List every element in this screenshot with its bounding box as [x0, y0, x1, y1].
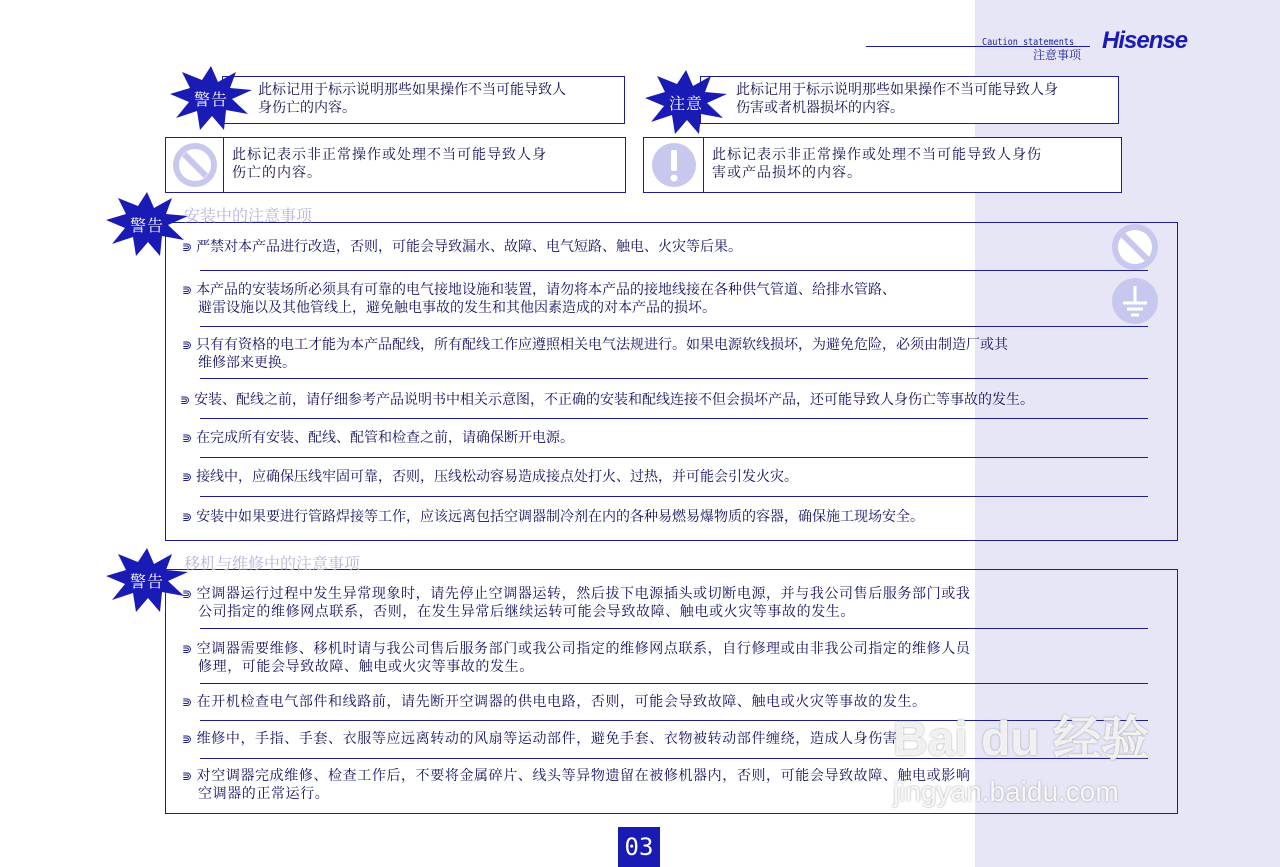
divider	[200, 418, 1148, 419]
bullet-arrow-icon: ⋑	[182, 510, 193, 524]
bullet-arrow-icon: ⋑	[182, 240, 193, 254]
maintenance-item-3: ⋑ 在开机检查电气部件和线路前，请先断开空调器的供电电路，否则，可能会导致故障、触电或火灾等事故的发生。	[182, 694, 927, 710]
maintenance-item-1: ⋑ 空调器运行过程中发生异常现象时，请先停止空调器运转，然后拔下电源插头或切断电源，并与我公司售后服务部门或我 公司指定的维修网点联系，否则，在发生异常后继续运转可能会导致故障、触电或火灾等事故的发生。	[182, 586, 971, 620]
bullet-arrow-icon: ⋑	[182, 283, 193, 297]
warning-badge-label: 警告	[193, 89, 228, 109]
mandatory-icon-cell	[644, 138, 704, 192]
maintenance-item-2: ⋑ 空调器需要维修、移机时请与我公司售后服务部门或我公司指定的维修网点联系，自行修理或由非我公司指定的维修人员 修理，可能会导致故障、触电或火灾等事故的发生。	[182, 641, 971, 675]
maintenance-section-title: 移机与维修中的注意事项	[184, 554, 361, 573]
bullet-arrow-icon: ⋑	[182, 732, 193, 746]
caution-badge-label: 注意	[668, 93, 703, 113]
hisense-logo: Hisense	[1102, 27, 1188, 54]
divider	[200, 457, 1148, 458]
caution-statements-zh: 注意事项	[1033, 48, 1082, 62]
legend-warning-text: 此标记用于标示说明那些如果操作不当可能导致人 身伤亡的内容。	[258, 82, 566, 116]
install-item-4: ⋑ 安装、配线之前，请仔细参考产品说明书中相关示意图，不正确的安装和配线连接不但会损坏产品，还可能导致人身伤亡等事故的发生。	[180, 392, 1035, 408]
baidu-watermark: Bai du 经验	[893, 713, 1150, 766]
maintenance-item-4: ⋑ 维修中，手指、手套、衣服等应远离转动的风扇等运动部件，避免手套、衣物被转动部件缠绕，造成人身伤害。	[182, 731, 913, 747]
install-item-7: ⋑ 安装中如果要进行管路焊接等工作，应该远离包括空调器制冷剂在内的各种易燃易爆物质的容器，确保施工现场安全。	[182, 509, 925, 525]
maintenance-badge-label: 警告	[129, 571, 164, 591]
caution-starburst	[645, 70, 727, 134]
bullet-arrow-icon: ⋑	[182, 470, 193, 484]
legend-caution-text: 此标记用于标示说明那些如果操作不当可能导致人身 伤害或者机器损坏的内容。	[736, 82, 1058, 116]
baidu-watermark-url: jingyan.baidu.com	[893, 776, 1119, 807]
divider	[200, 628, 1148, 629]
install-badge-label: 警告	[129, 215, 164, 235]
divider	[200, 326, 1148, 327]
warning-starburst	[170, 66, 252, 130]
divider	[200, 378, 1148, 379]
install-item-2: ⋑ 本产品的安装场所必须具有可靠的电气接地设施和装置，请勿将本产品的接地线接在各种供气管道、给排水管路、 避雷设施以及其他管线上，避免触电事故的发生和其他因素造成的对本产品的损坏。	[182, 282, 897, 316]
legend-prohibit-text: 此标记表示非正常操作或处理不当可能导致人身 伤亡的内容。	[232, 147, 547, 181]
install-item-3: ⋑ 只有有资格的电工才能为本产品配线，所有配线工作应遵照相关电气法规进行。如果电源软线损坏，为避免危险，必须由制造厂或其 维修部来更换。	[182, 337, 1009, 371]
bullet-arrow-icon: ⋑	[182, 338, 193, 352]
bullet-arrow-icon: ⋑	[182, 769, 193, 783]
bullet-arrow-icon: ⋑	[180, 393, 191, 407]
prohibit-icon-cell	[166, 138, 224, 192]
bullet-arrow-icon: ⋑	[182, 431, 193, 445]
bullet-arrow-icon: ⋑	[182, 642, 193, 656]
bullet-arrow-icon: ⋑	[182, 587, 193, 601]
exclamation-icon	[650, 141, 698, 189]
prohibited-icon	[1110, 222, 1160, 272]
ground-icon	[1110, 276, 1160, 326]
maintenance-item-5: ⋑ 对空调器完成维修、检查工作后，不要将金属碎片、线头等异物遗留在被修机器内，否则，可能会导致故障、触电或影响 空调器的正常运行。	[182, 768, 971, 802]
install-section-title: 安装中的注意事项	[184, 206, 313, 225]
divider	[200, 270, 1148, 271]
maintenance-starburst	[106, 548, 188, 612]
divider	[200, 683, 1148, 684]
install-item-6: ⋑ 接线中，应确保压线牢固可靠，否则，压线松动容易造成接点处打火、过热，并可能会引发火灾。	[182, 469, 799, 485]
bullet-arrow-icon: ⋑	[182, 695, 193, 709]
prohibited-icon	[171, 141, 219, 189]
legend-mandatory-text: 此标记表示非正常操作或处理不当可能导致人身伤 害或产品损坏的内容。	[712, 147, 1042, 181]
install-item-1: ⋑ 严禁对本产品进行改造，否则，可能会导致漏水、故障、电气短路、触电、火灾等后果。	[182, 239, 743, 255]
divider	[200, 496, 1148, 497]
install-item-5: ⋑ 在完成所有安装、配线、配管和检查之前，请确保断开电源。	[182, 430, 575, 446]
page-number: 03	[618, 827, 660, 867]
install-starburst	[106, 192, 188, 256]
caution-statements-en: Caution statements	[982, 37, 1075, 48]
